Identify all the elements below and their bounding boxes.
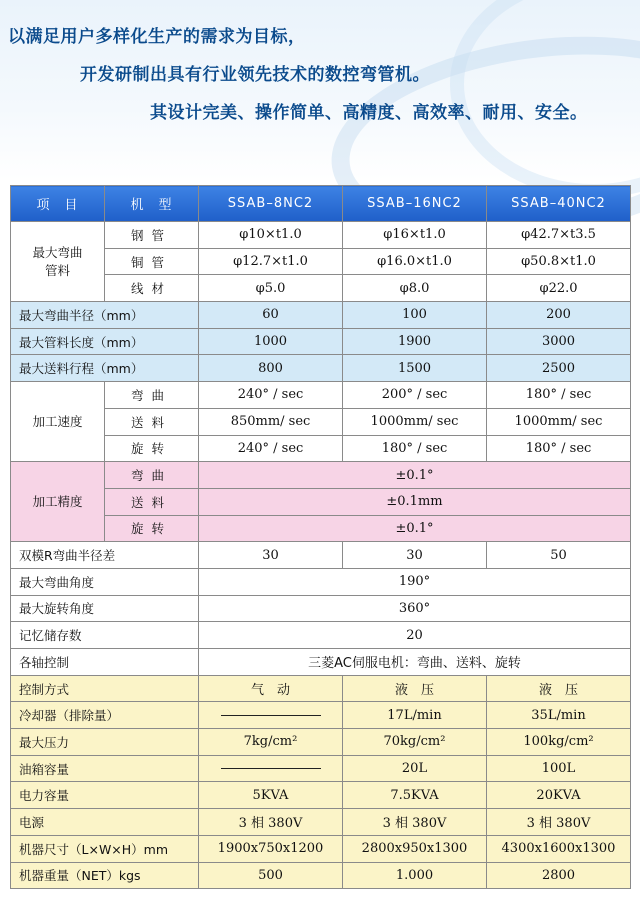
cell: 200° / sec [343,382,487,409]
header-model-8: SSAB–8NC2 [199,186,343,222]
cell: φ8.0 [343,275,487,302]
cell: 1.000 [343,862,487,889]
table-row [11,542,631,569]
group-label-text: 最大弯曲管料 [32,244,83,278]
cell: 70kg/cm² [343,729,487,756]
sub-label: 送料 [105,488,199,515]
cell: 1000 [199,328,343,355]
cell: 360° [199,595,631,622]
cell: 3 相 380V [487,809,631,836]
table-row [11,729,631,756]
row-label: 机器尺寸（L×W×H）mm [11,835,199,862]
intro-text [0,0,640,180]
table-row [11,649,631,676]
table-row [11,622,631,649]
cell: 30 [199,542,343,569]
row-label: 机器重量（NET）kgs [11,862,199,889]
cell: φ22.0 [487,275,631,302]
cell: 180° / sec [343,435,487,462]
row-label: 各轴控制 [11,649,199,676]
cell-empty [199,702,343,729]
table-row [11,862,631,889]
cell-empty [199,755,343,782]
cell: 2500 [487,355,631,382]
cell: ±0.1° [199,462,631,489]
row-label: 电力容量 [11,782,199,809]
row-label: 冷却器（排除量） [11,702,199,729]
row-label: 最大弯曲半径（mm） [11,302,199,329]
row-label: 双模R弯曲半径差 [11,542,199,569]
table-row [11,222,631,249]
table-row [11,835,631,862]
cell: 100kg/cm² [487,729,631,756]
cell: 100 [343,302,487,329]
table-row [11,568,631,595]
group-label-precision: 加工精度 [11,462,105,542]
cell: φ5.0 [199,275,343,302]
cell: 3 相 380V [199,809,343,836]
header-model-16: SSAB–16NC2 [343,186,487,222]
cell: 2800x950x1300 [343,835,487,862]
dash-mark [221,768,321,769]
header-model-40: SSAB–40NC2 [487,186,631,222]
cell: 100L [487,755,631,782]
cell: 190° [199,568,631,595]
cell: 30 [343,542,487,569]
cell: 气 动 [199,675,343,702]
cell: 17L/min [343,702,487,729]
cell: φ16×t1.0 [343,222,487,249]
intro-line: 其设计完美、操作简单、高精度、高效率、耐用、安全。 [150,103,588,123]
cell: 3 相 380V [343,809,487,836]
row-label: 最大压力 [11,729,199,756]
table-row [11,755,631,782]
group-label-bend-pipe [11,222,105,302]
spec-table [10,185,631,889]
cell: 500 [199,862,343,889]
table-row [11,355,631,382]
table-header-row [11,186,631,222]
table-row [11,328,631,355]
cell: 1900 [343,328,487,355]
cell: 35L/min [487,702,631,729]
cell: 2800 [487,862,631,889]
cell: 240° / sec [199,435,343,462]
row-label: 最大旋转角度 [11,595,199,622]
cell: φ10×t1.0 [199,222,343,249]
sub-label: 线材 [105,275,199,302]
table-row [11,462,631,489]
cell: φ42.7×t3.5 [487,222,631,249]
sub-label: 铜管 [105,248,199,275]
cell: 液 压 [487,675,631,702]
sub-label: 钢管 [105,222,199,249]
table-row [11,302,631,329]
cell: ±0.1mm [199,488,631,515]
table-row [11,702,631,729]
cell: ±0.1° [199,515,631,542]
cell: 20L [343,755,487,782]
row-label: 最大弯曲角度 [11,568,199,595]
cell: 7kg/cm² [199,729,343,756]
sub-label: 弯曲 [105,382,199,409]
cell: 800 [199,355,343,382]
table-row [11,809,631,836]
cell: 5KVA [199,782,343,809]
sub-label: 送料 [105,408,199,435]
cell: 三菱AC伺服电机：弯曲、送料、旋转 [199,649,631,676]
cell: φ12.7×t1.0 [199,248,343,275]
table-row [11,675,631,702]
intro-line: 开发研制出具有行业领先技术的数控弯管机。 [80,65,430,85]
cell: 60 [199,302,343,329]
cell: 1500 [343,355,487,382]
cell: 50 [487,542,631,569]
cell: 1000mm/ sec [343,408,487,435]
cell: φ50.8×t1.0 [487,248,631,275]
cell: 7.5KVA [343,782,487,809]
sub-label: 旋转 [105,515,199,542]
cell: 20 [199,622,631,649]
intro-line: 以满足用户多样化生产的需求为目标， [8,27,306,47]
cell: 180° / sec [487,382,631,409]
cell: 液 压 [343,675,487,702]
cell: 1900x750x1200 [199,835,343,862]
group-label-speed: 加工速度 [11,382,105,462]
header-item: 项 目 [11,186,105,222]
dash-mark [221,715,321,716]
row-label: 控制方式 [11,675,199,702]
header-model: 机 型 [105,186,199,222]
sub-label: 旋转 [105,435,199,462]
cell: 200 [487,302,631,329]
cell: 240° / sec [199,382,343,409]
sub-label: 弯曲 [105,462,199,489]
row-label: 记忆储存数 [11,622,199,649]
cell: φ16.0×t1.0 [343,248,487,275]
row-label: 油箱容量 [11,755,199,782]
cell: 180° / sec [487,435,631,462]
cell: 3000 [487,328,631,355]
row-label: 电源 [11,809,199,836]
cell: 20KVA [487,782,631,809]
table-row [11,382,631,409]
cell: 1000mm/ sec [487,408,631,435]
table-row [11,782,631,809]
table-row [11,595,631,622]
row-label: 最大送料行程（mm） [11,355,199,382]
cell: 4300x1600x1300 [487,835,631,862]
cell: 850mm/ sec [199,408,343,435]
row-label: 最大管料长度（mm） [11,328,199,355]
